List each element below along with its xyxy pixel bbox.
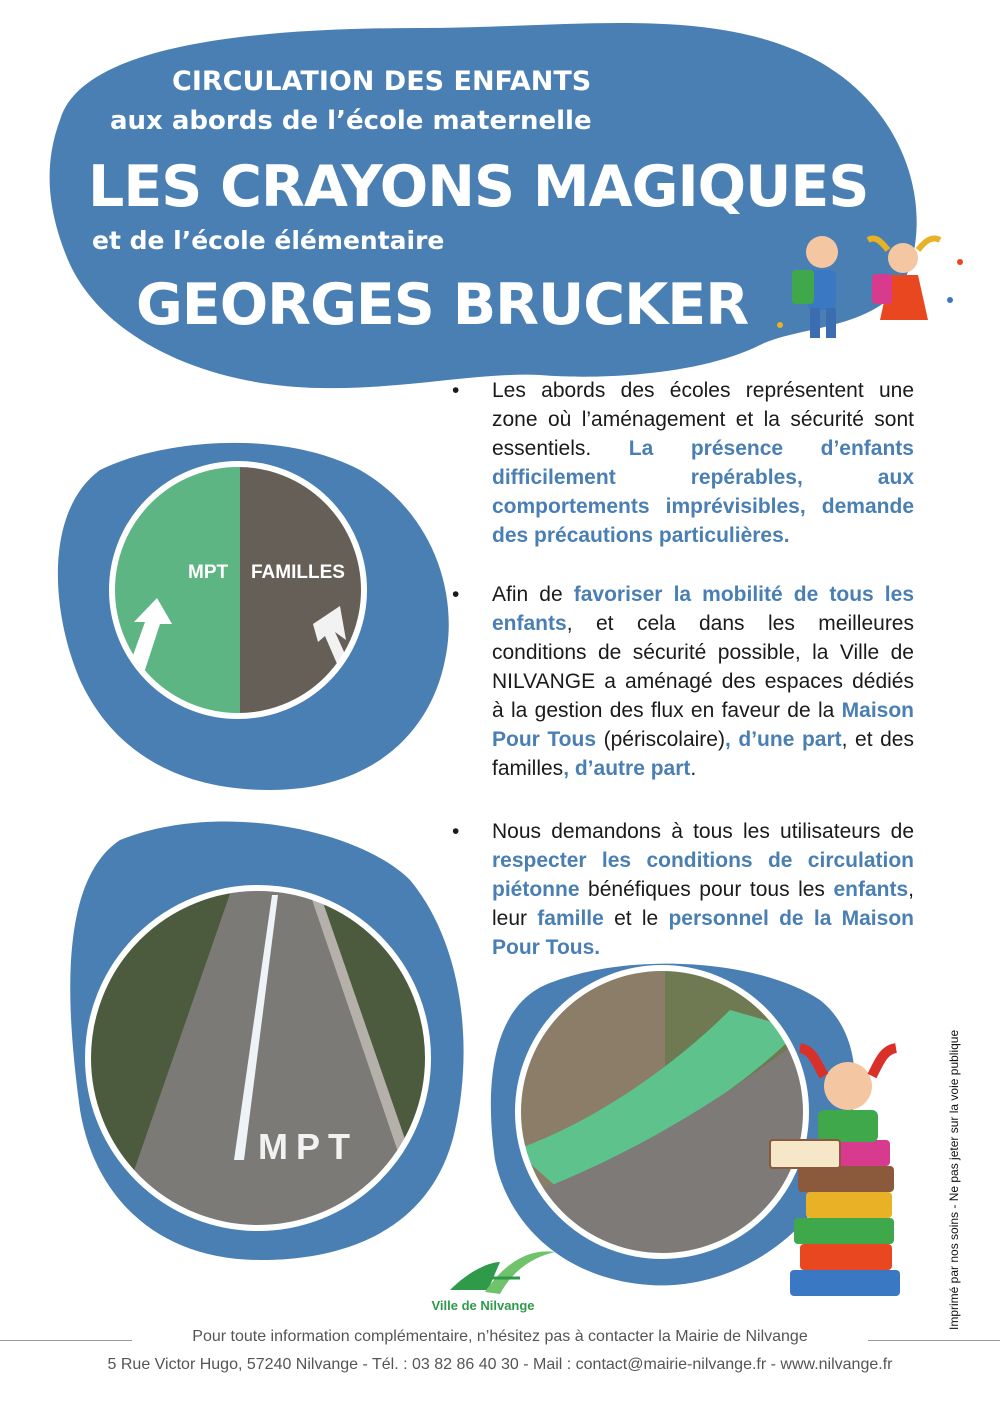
bullet: • bbox=[452, 379, 460, 402]
p2-text-1: Afin de bbox=[492, 583, 574, 606]
school-name-elementaire: GEORGES BRUCKER bbox=[136, 272, 749, 338]
p2-highlight-2: Maison Pour Tous bbox=[492, 699, 914, 751]
main-content bbox=[452, 376, 914, 992]
paragraph-1 bbox=[452, 376, 914, 550]
p2-text-5: . bbox=[690, 757, 697, 780]
p3-highlight-1: respecter les conditions de circulation piétonne bbox=[492, 849, 914, 901]
nilvange-logo-mark bbox=[450, 1251, 555, 1294]
p1-text-1: Les abords des écoles représentent une zone où l’aménagement et la sécurité sont essentiels. bbox=[492, 379, 914, 460]
p2-highlight-1: favoriser la mobilité de tous les enfants bbox=[492, 583, 915, 635]
print-notice: Imprimé par nos soins - Ne pas jeter sur la voie publique bbox=[947, 1029, 961, 1330]
p3-text-3: , leur bbox=[492, 878, 914, 930]
paragraph-3 bbox=[452, 817, 914, 962]
p2-highlight-3: , d’une part bbox=[724, 728, 842, 751]
school-name-maternelle: LES CRAYONS MAGIQUES bbox=[88, 154, 869, 220]
footer-info: Pour toute information complémentaire, n’hésitez pas à contacter la Mairie de Nilvange bbox=[192, 1328, 808, 1345]
bullet: • bbox=[452, 820, 460, 843]
photo1-label-mpt: MPT bbox=[188, 562, 229, 583]
footer-contact: 5 Rue Victor Hugo, 57240 Nilvange - Tél. : 03 82 86 40 30 - Mail : contact@mairie-nilvange.fr - www.nilvange.fr bbox=[107, 1356, 893, 1373]
paragraph-2 bbox=[452, 580, 914, 783]
p1-highlight-1: La présence d’enfants difficilement repérables, aux comportements imprévisibles, demande des précautions particulières. bbox=[492, 437, 914, 547]
logo-name: Ville de Nilvange bbox=[431, 1298, 535, 1313]
p3-text-1: Nous demandons à tous les utilisateurs de bbox=[492, 820, 914, 843]
header-line-4: et de l’école élémentaire bbox=[92, 226, 445, 255]
bullet: • bbox=[452, 583, 460, 606]
photo2-label-mpt: MPT bbox=[258, 1126, 358, 1167]
header-line-2: aux abords de l’école maternelle bbox=[110, 106, 592, 136]
p2-text-4: , et des familles bbox=[492, 728, 914, 780]
header-line-1: CIRCULATION DES ENFANTS bbox=[172, 66, 592, 97]
p3-highlight-2: enfants bbox=[833, 878, 909, 901]
p3-text-4: et le bbox=[603, 907, 669, 930]
p2-highlight-4: , d’autre part bbox=[563, 757, 691, 780]
p3-text-2: bénéfiques pour tous les bbox=[579, 878, 834, 901]
p2-text-3: (périscolaire) bbox=[596, 728, 725, 751]
p3-highlight-4: personnel de la Maison Pour Tous. bbox=[492, 907, 914, 959]
p2-text-2: , et cela dans les meilleures conditions de sécurité possible, la Ville de NILVANGE a aménagé des espaces dédiés à la gestion des flux en faveur de la bbox=[492, 612, 914, 722]
p3-highlight-3: famille bbox=[537, 907, 604, 930]
photo1-label-familles: FAMILLES bbox=[251, 562, 345, 583]
